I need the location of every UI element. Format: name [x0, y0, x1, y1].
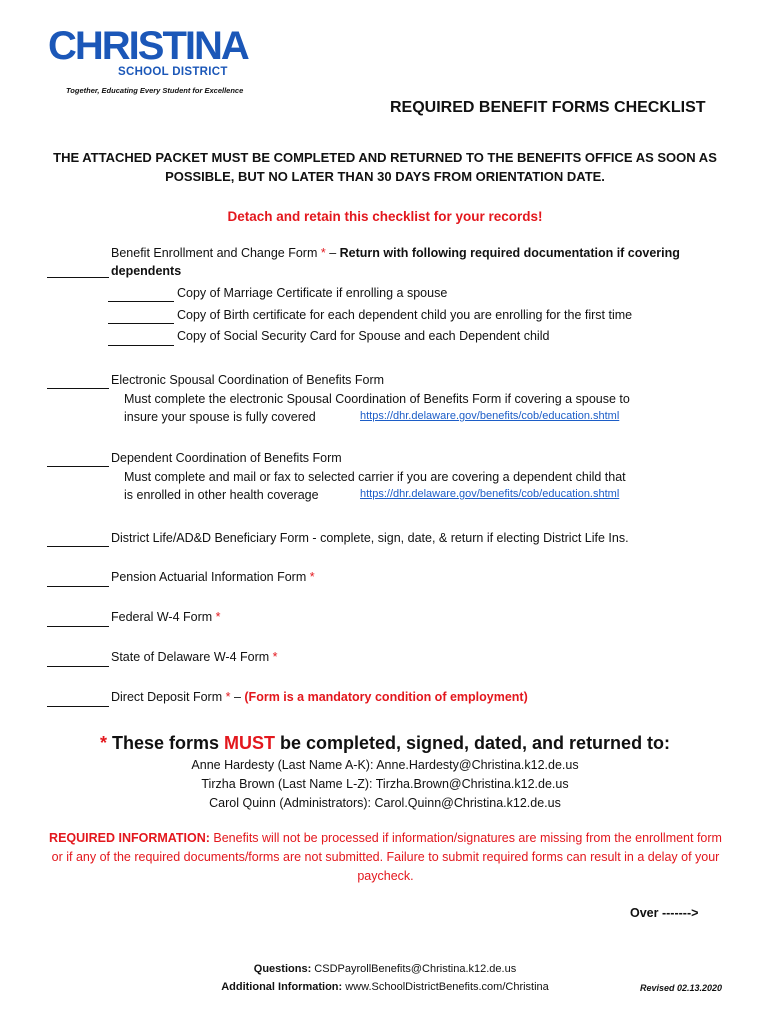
- over-note: Over ------->: [630, 906, 699, 920]
- dependent-cob-item: Dependent Coordination of Benefits Form: [111, 451, 342, 465]
- district-logo: CHRISTINA: [48, 24, 248, 68]
- contact-item: Anne Hardesty (Last Name A-K): Anne.Hardesty@Christina.k12.de.us: [191, 758, 579, 772]
- deadline-notice: THE ATTACHED PACKET MUST BE COMPLETED AND RETURNED TO THE BENEFITS OFFICE AS SOON AS POSSIBLE, BUT NO LATER THAN 30 DAYS FROM ORIENTATION DATE.: [53, 150, 717, 184]
- check-line[interactable]: [47, 586, 109, 587]
- check-line[interactable]: [47, 626, 109, 627]
- footer-questions: Questions: CSDPayrollBenefits@Christina.k12.de.us: [253, 963, 517, 975]
- check-line[interactable]: [108, 345, 174, 346]
- check-line[interactable]: [108, 301, 174, 302]
- check-line[interactable]: [47, 388, 109, 389]
- spousal-cob-link[interactable]: https://dhr.delaware.gov/benefits/cob/education.shtml: [360, 410, 620, 422]
- required-information: REQUIRED INFORMATION: Benefits will not be processed if information/signatures are missing from the enrollment form or if any of the required documents/forms are not submitted. Failure to submit required forms can result in a delay of your paycheck.: [49, 831, 722, 883]
- benefit-enrollment-item: Benefit Enrollment and Change Form * – Return with following required documentation if covering dependents: [111, 246, 680, 278]
- life-item: District Life/AD&D Beneficiary Form - complete, sign, date, & return if electing District Life Ins.: [111, 531, 629, 545]
- dependent-cob-link[interactable]: https://dhr.delaware.gov/benefits/cob/education.shtml: [360, 488, 620, 500]
- direct-deposit-item: Direct Deposit Form * – (Form is a mandatory condition of employment): [111, 690, 528, 704]
- pension-item: Pension Actuarial Information Form *: [111, 570, 315, 584]
- spousal-cob-line1: Must complete the electronic Spousal Coordination of Benefits Form if covering a spouse to: [124, 392, 630, 406]
- spousal-cob-item: Electronic Spousal Coordination of Benefits Form: [111, 373, 385, 387]
- sub-item: Copy of Social Security Card for Spouse and each Dependent child: [177, 329, 550, 343]
- check-line[interactable]: [47, 466, 109, 467]
- federal-w4-item: Federal W-4 Form *: [111, 610, 221, 624]
- contact-item: Tirzha Brown (Last Name L-Z): Tirzha.Brown@Christina.k12.de.us: [201, 777, 569, 791]
- check-line[interactable]: [108, 323, 174, 324]
- dependent-cob-line2: is enrolled in other health coverage: [124, 488, 319, 502]
- spousal-cob-line2: insure your spouse is fully covered: [124, 410, 316, 424]
- state-w4-item: State of Delaware W-4 Form *: [111, 650, 278, 664]
- logo-tagline: Together, Educating Every Student for Excellence: [66, 86, 244, 95]
- check-line[interactable]: [47, 277, 109, 278]
- detach-note: Detach and retain this checklist for your records!: [227, 209, 543, 224]
- dependent-cob-line1: Must complete and mail or fax to selected carrier if you are covering a dependent child that: [124, 470, 626, 484]
- page-title: REQUIRED BENEFIT FORMS CHECKLIST: [390, 99, 706, 116]
- footer-info: Additional Information: www.SchoolDistrictBenefits.com/Christina: [221, 981, 549, 993]
- check-line[interactable]: [47, 706, 109, 707]
- sub-item: Copy of Marriage Certificate if enrolling a spouse: [177, 286, 448, 300]
- check-line[interactable]: [47, 666, 109, 667]
- sub-item: Copy of Birth certificate for each dependent child you are enrolling for the first time: [177, 308, 633, 322]
- return-instructions: * These forms MUST be completed, signed, dated, and returned to:: [99, 733, 671, 753]
- revised-date: Revised 02.13.2020: [640, 983, 723, 993]
- logo-subname: SCHOOL DISTRICT: [118, 66, 228, 78]
- contact-list: [40, 756, 730, 813]
- check-line[interactable]: [47, 546, 109, 547]
- contact-item: Carol Quinn (Administrators): Carol.Quinn@Christina.k12.de.us: [209, 796, 561, 810]
